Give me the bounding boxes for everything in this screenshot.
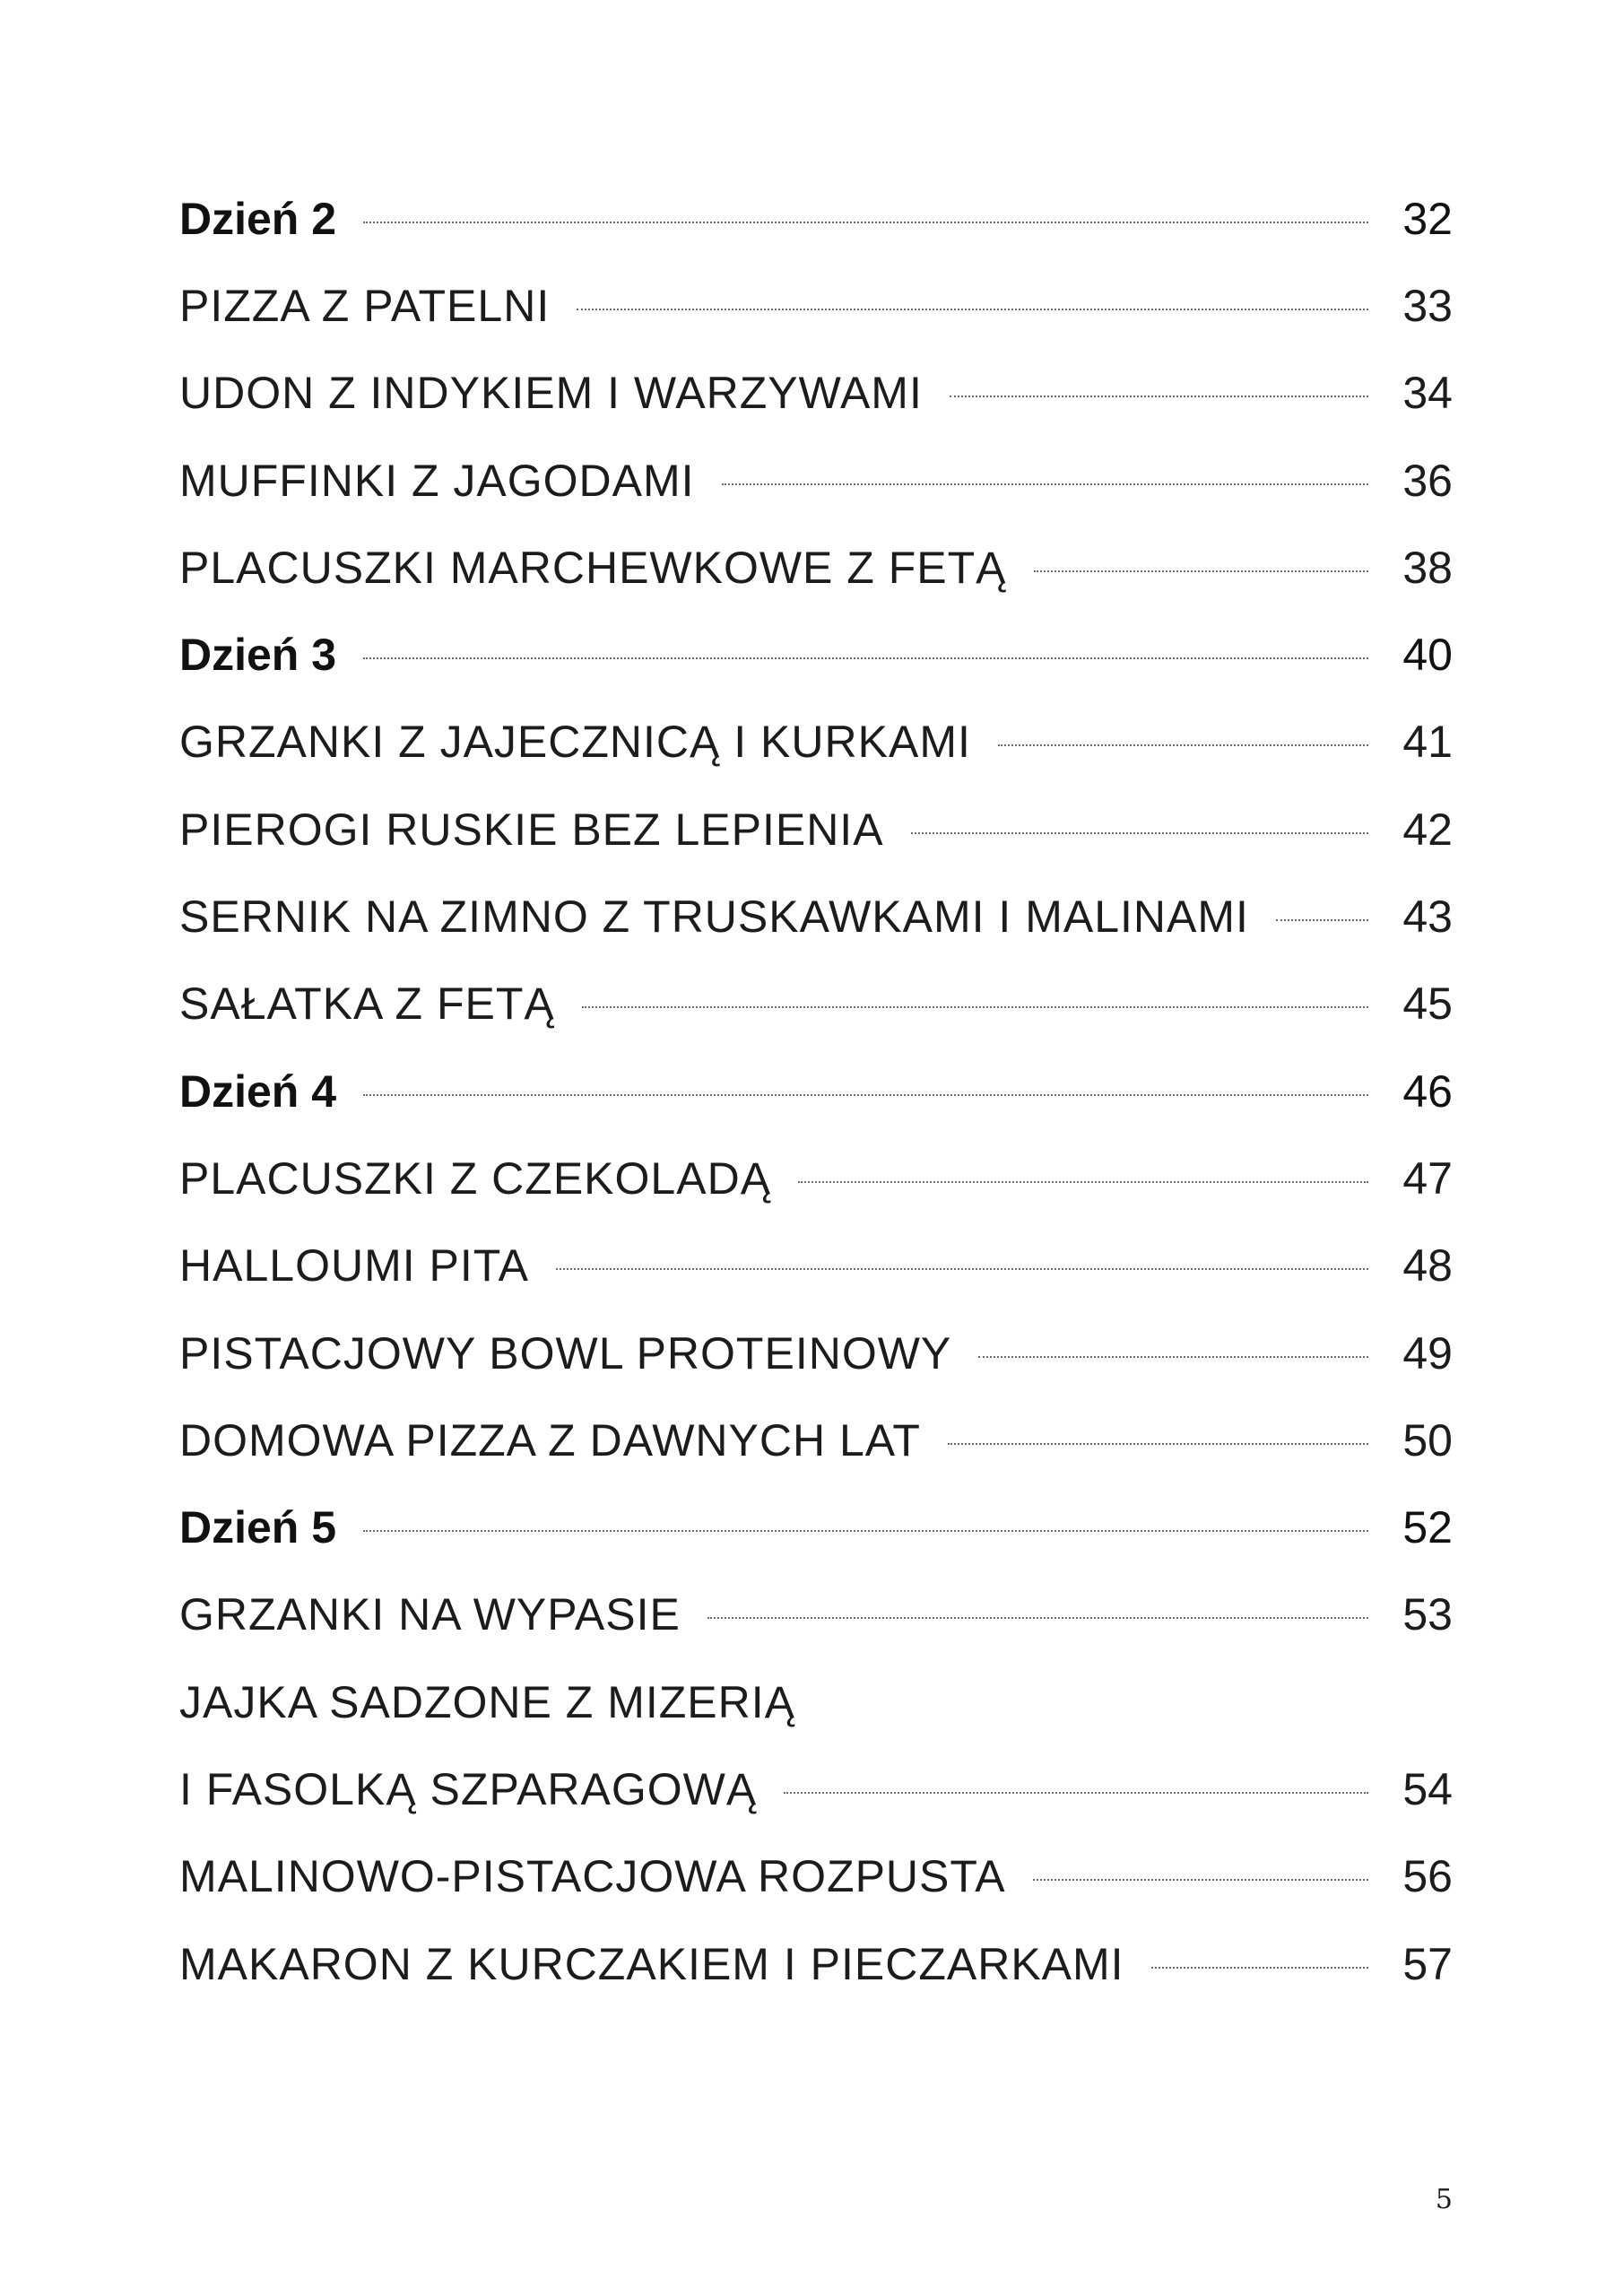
entry-page-number: 47: [1402, 1152, 1453, 1204]
page-number: 5: [1435, 2184, 1453, 2215]
entry-page-number: 41: [1402, 717, 1453, 768]
entry-page-number: 40: [1402, 630, 1453, 681]
dot-leader: [1034, 570, 1368, 572]
toc-entry[interactable]: [179, 262, 1453, 349]
toc-entry[interactable]: [179, 437, 1453, 524]
dot-leader: [556, 1268, 1368, 1270]
day-heading-label: Dzień 3: [179, 630, 337, 681]
toc-entry[interactable]: [179, 786, 1453, 873]
day-heading-label: Dzień 4: [179, 1065, 337, 1117]
dot-leader: [363, 657, 1368, 659]
entry-title: GRZANKI Z JAJECZNICĄ I KURKAMI: [179, 717, 971, 768]
toc-entry[interactable]: [179, 350, 1453, 437]
dot-leader: [363, 1530, 1368, 1532]
dot-leader: [722, 483, 1368, 485]
entry-page-number: 48: [1402, 1240, 1453, 1292]
entry-title: DOMOWA PIZZA Z DAWNYCH LAT: [179, 1414, 921, 1465]
entry-title: MALINOWO-PISTACJOWA ROZPUSTA: [179, 1851, 1006, 1902]
toc-entry[interactable]: [179, 1745, 1453, 1832]
entry-title: I FASOLKĄ SZPARAGOWĄ: [179, 1763, 758, 1814]
table-of-contents: [179, 175, 1453, 2007]
entry-title: SERNIK NA ZIMNO Z TRUSKAWKAMI I MALINAMI: [179, 891, 1249, 943]
entry-title: MUFFINKI Z JAGODAMI: [179, 455, 695, 506]
dot-leader: [911, 832, 1368, 834]
dot-leader: [1033, 1879, 1368, 1881]
entry-title: PIEROGI RUSKIE BEZ LEPIENIA: [179, 804, 884, 855]
toc-entry[interactable]: [179, 524, 1453, 611]
dot-leader: [948, 1443, 1368, 1445]
entry-title: PISTACJOWY BOWL PROTEINOWY: [179, 1327, 952, 1378]
entry-title: HALLOUMI PITA: [179, 1240, 529, 1292]
dot-leader: [363, 222, 1368, 223]
toc-day-heading[interactable]: [179, 1048, 1453, 1135]
toc-day-heading[interactable]: [179, 1483, 1453, 1570]
entry-title: MAKARON Z KURCZAKIEM I PIECZARKAMI: [179, 1938, 1124, 1989]
entry-page-number: 36: [1402, 455, 1453, 506]
dot-leader: [784, 1792, 1368, 1794]
entry-page-number: 53: [1402, 1589, 1453, 1640]
entry-title: GRZANKI NA WYPASIE: [179, 1589, 681, 1640]
toc-entry[interactable]: [179, 1309, 1453, 1396]
entry-title: PLACUSZKI MARCHEWKOWE Z FETĄ: [179, 542, 1007, 593]
toc-entry[interactable]: [179, 961, 1453, 1048]
toc-entry[interactable]: [179, 1833, 1453, 1920]
dot-leader: [363, 1094, 1368, 1096]
entry-page-number: 52: [1402, 1502, 1453, 1553]
entry-page-number: 45: [1402, 978, 1453, 1030]
entry-page-number: 57: [1402, 1938, 1453, 1989]
toc-entry[interactable]: [179, 699, 1453, 786]
toc-day-heading[interactable]: [179, 175, 1453, 262]
toc-entry[interactable]: [179, 1396, 1453, 1483]
entry-title: PIZZA Z PATELNI: [179, 280, 551, 331]
day-heading-label: Dzień 2: [179, 193, 337, 244]
toc-entry[interactable]: [179, 1920, 1453, 2007]
dot-leader: [707, 1617, 1368, 1619]
toc-entry[interactable]: [179, 1571, 1453, 1658]
entry-page-number: 33: [1402, 280, 1453, 331]
entry-page-number: 54: [1402, 1763, 1453, 1814]
entry-page-number: 43: [1402, 891, 1453, 943]
entry-title: JAJKA SADZONE Z MIZERIĄ: [179, 1676, 795, 1727]
entry-page-number: 32: [1402, 193, 1453, 244]
dot-leader: [998, 744, 1368, 746]
entry-title: SAŁATKA Z FETĄ: [179, 978, 555, 1030]
toc-entry[interactable]: [179, 873, 1453, 960]
entry-page-number: 46: [1402, 1065, 1453, 1117]
entry-title: UDON Z INDYKIEM I WARZYWAMI: [179, 368, 923, 419]
entry-page-number: 49: [1402, 1327, 1453, 1378]
dot-leader: [1151, 1967, 1368, 1969]
toc-entry[interactable]: [179, 1222, 1453, 1309]
dot-leader: [1276, 919, 1368, 921]
entry-page-number: 50: [1402, 1414, 1453, 1465]
entry-page-number: 38: [1402, 542, 1453, 593]
dot-leader: [950, 396, 1368, 397]
dot-leader: [798, 1181, 1368, 1183]
toc-entry[interactable]: [179, 1658, 1453, 1745]
toc-entry[interactable]: [179, 1135, 1453, 1222]
entry-page-number: 56: [1402, 1851, 1453, 1902]
toc-day-heading[interactable]: [179, 611, 1453, 698]
dot-leader: [978, 1356, 1368, 1358]
dot-leader: [582, 1006, 1368, 1008]
entry-title: PLACUSZKI Z CZEKOLADĄ: [179, 1152, 772, 1204]
dot-leader: [577, 309, 1368, 310]
entry-page-number: 42: [1402, 804, 1453, 855]
entry-page-number: 34: [1402, 368, 1453, 419]
day-heading-label: Dzień 5: [179, 1502, 337, 1553]
